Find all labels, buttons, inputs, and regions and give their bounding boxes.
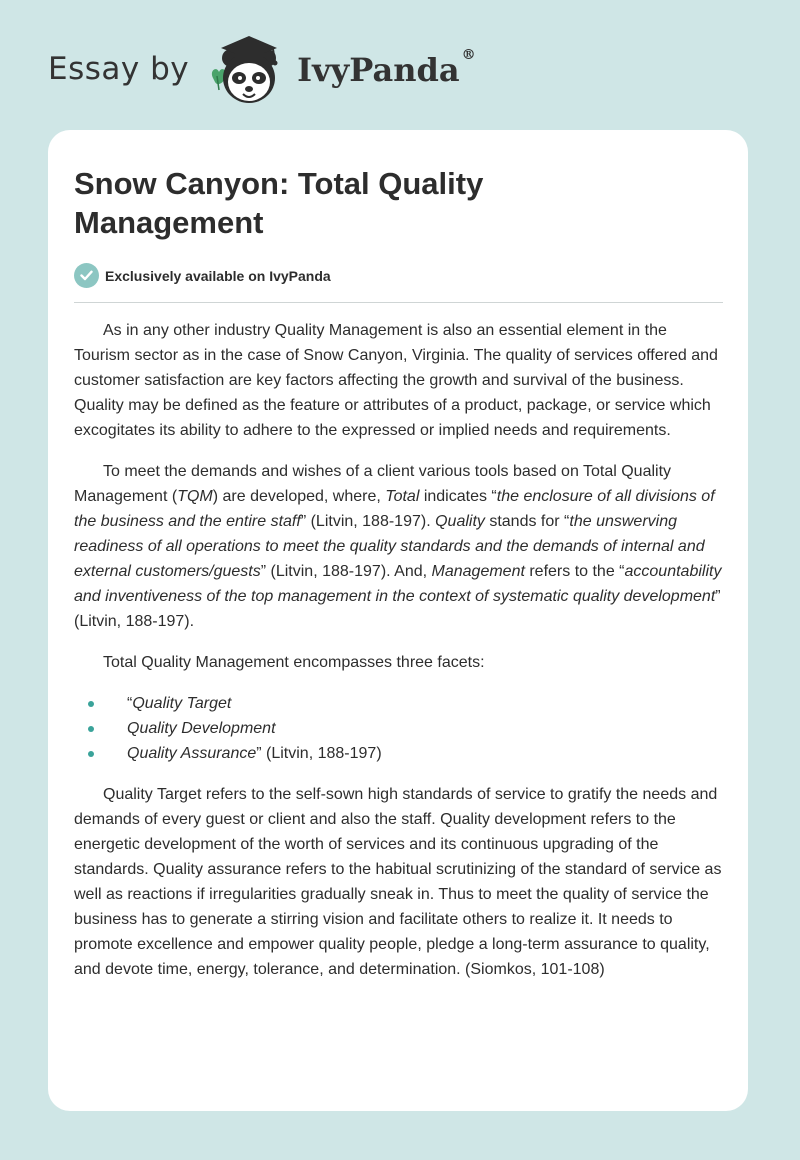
brand-name[interactable]: IvyPanda ® xyxy=(297,47,476,89)
paragraph-4: Quality Target refers to the self-sown high standards of service to gratify the needs and demands of every guest or client and also the staff. Quality development refers to the energetic development of the worth of services and its continuous upgrading of the standards. Quality assurance refers to the habitual scrutinizing of the standard of service as well as reactions if irregularities gradually sneak in. Thus to meet the quality of service the business has to generate a stirring vision and facilitate others to realize it. It needs to promote excellence and empower quality people, pledge a long-term assurance to quality, and devote time, energy, tolerance, and determination. (Siomkos, 101-108) xyxy=(74,786,722,978)
facets-list xyxy=(74,691,724,766)
panda-graduate-icon[interactable] xyxy=(207,32,291,112)
list-item: Quality Development xyxy=(74,716,724,741)
paragraph-3: Total Quality Management encompasses three facets: xyxy=(103,654,485,671)
essay-by-label: Essay by xyxy=(48,51,190,87)
check-icon xyxy=(74,263,99,288)
paragraph-2: To meet the demands and wishes of a client various tools based on Total Quality Management (TQM) are developed, where, Total indicates “the enclosure of all divisions of the business and the entire staff” (Litvin, 188-197). Quality stands for “the unswerving readiness of all operations to meet the quality standards and the demands of internal and external customers/guests” (Litvin, 188-197). And, Management refers to the “accountability and inventiveness of the top management in the context of systematic quality development” (Litvin, 188-197). xyxy=(74,463,722,630)
article-card xyxy=(48,130,748,1111)
article-body xyxy=(74,318,724,998)
divider xyxy=(74,302,723,303)
exclusive-label: Exclusively available on IvyPanda xyxy=(105,267,331,284)
list-item: Quality Assurance” (Litvin, 188-197) xyxy=(74,741,724,766)
site-header xyxy=(48,32,476,112)
list-item: “Quality Target xyxy=(74,691,724,716)
exclusive-badge xyxy=(74,263,331,288)
paragraph-1: As in any other industry Quality Management is also an essential element in the Tourism sector as in the case of Snow Canyon, Virginia. The quality of services offered and customer satisfaction are key factors affecting the growth and survival of the business. Quality may be defined as the feature or attributes of a product, package, or service which excogitates its ability to adhere to the expressed or implied needs and requirements. xyxy=(74,322,718,439)
page-title: Snow Canyon: Total Quality Management xyxy=(74,166,484,240)
